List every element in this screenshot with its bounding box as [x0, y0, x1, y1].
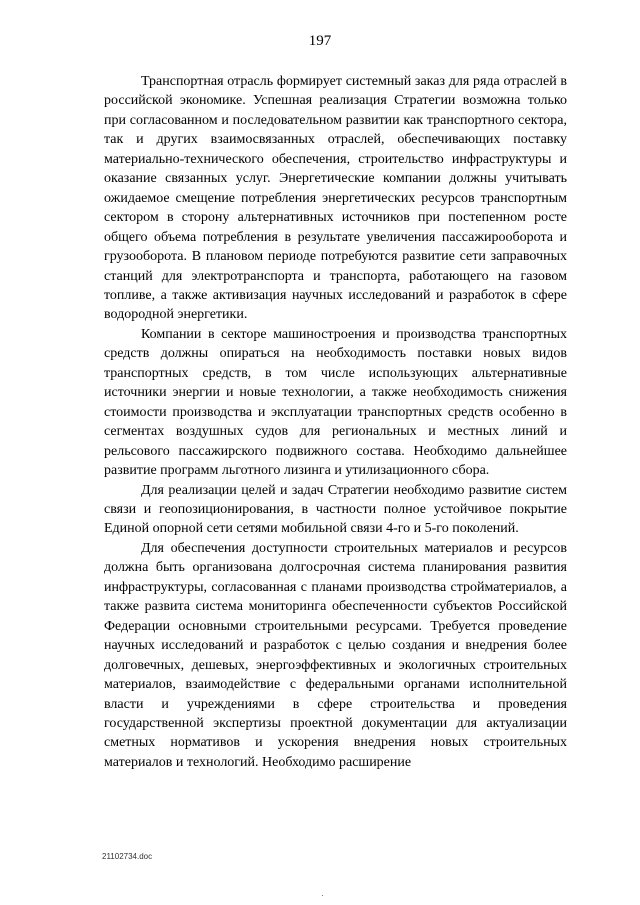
paragraph-transport-industry: Транспортная отрасль формирует системный заказ для ряда отраслей в российской экономике. Успешная реализация Стратегии возможна только при согласованном и последовательном развитии как транспортного сектора, так и других взаимосвязанных отраслей, обеспечивающих поставку материально-технического обеспечения, строительство инфраструктуры и оказание связанных услуг. Энергетические компании должны учитывать ожидаемое смещение потребления энергетических ресурсов транспортным сектором в сторону альтернативных источников при постепенном росте общего объема потребления в результате увеличения пассажирооборота и грузооборота. В плановом периоде потребуются развитие сети заправочных станций для электротранспорта и транспорта, работающего на газовом топливе, а также активизация научных исследований и разработок в сфере водородной энергетики.	[104, 74, 567, 323]
paragraph-construction-materials: Для обеспечения доступности строительных материалов и ресурсов должна быть организована долгосрочная система планирования развития инфраструктуры, согласованная с планами производства стройматериалов, а также развита система мониторинга обеспеченности субъектов Российской Федерации основными строительными ресурсами. Требуется проведение научных исследований и разработок с целью создания и внедрения более долговечных, дешевых, энергоэффективных и экологичных строительных материалов, взаимодействие с федеральными органами исполнительной власти и учреждениями в сфере строительства и проведения государственной экспертизы проектной документации для актуализации сметных нормативов и ускорения внедрения новых строительных материалов и технологий. Необходимо расширение	[104, 540, 567, 770]
page-number: 197	[308, 33, 332, 49]
paragraph-machine-building: Компании в секторе машиностроения и производства транспортных средств должны опираться на необходимость поставки новых видов транспортных средств, в том числе использующих альтернативные источники энергии и новые технологии, а также необходимость снижения стоимости производства и эксплуатации транспортных средств особенно в сегментах воздушных судов для региональных и местных линий и рельсового пассажирского подвижного состава. Необходимо дальнейшее развитие программ льготного лизинга и утилизационного сбора.	[104, 326, 567, 479]
document-filename: 21102734.doc	[102, 852, 153, 861]
paragraph-communications: Для реализации целей и задач Стратегии необходимо развитие систем связи и геопозиционирования, в частности полное устойчивое покрытие Единой опорной сети сетями мобильной связи 4-го и 5-го поколений.	[104, 482, 567, 537]
scan-artifact-dot	[322, 895, 323, 896]
document-body	[104, 72, 567, 772]
